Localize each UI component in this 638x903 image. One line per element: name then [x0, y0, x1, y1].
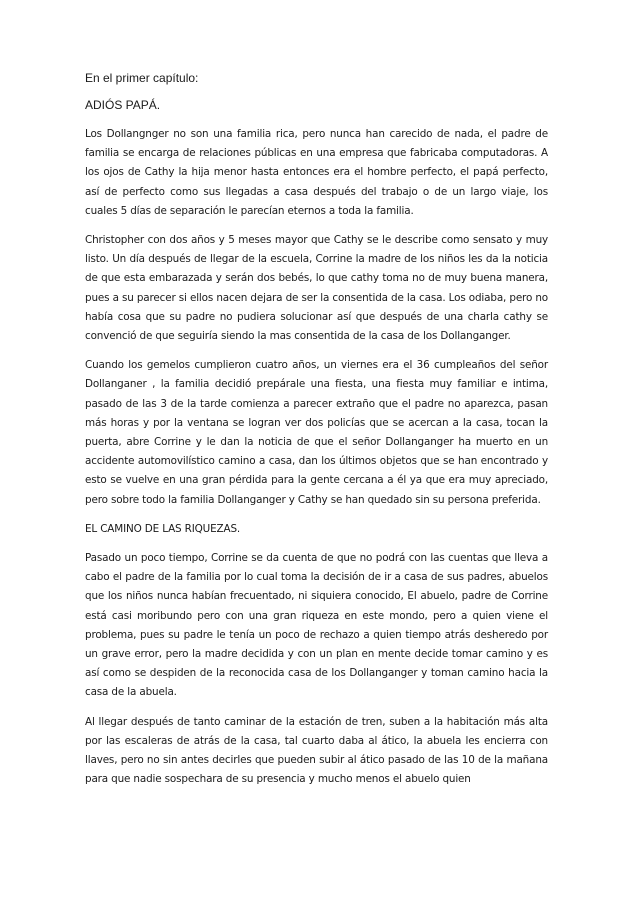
paragraph-1: Los Dollangnger no son una familia rica, pero nunca han carecido de nada, el padre de familia se encarga de relaciones públicas en una empresa que fabricaba computadoras. A los ojos de Cathy la hija menor hasta entonces era el hombre perfecto, el papá perfecto, así de perfecto como sus llegadas a casa después del trabajo o de un largo viaje, los cuales 5 días de separación le parecían eternos a toda la familia.: [85, 128, 548, 217]
paragraph-5: Al llegar después de tanto caminar de la estación de tren, suben a la habitación más alta por las escaleras de atrás de la casa, tal cuarto daba al ático, la abuela les encierra con llaves, pero no sin antes decirles que pueden subir al ático pasado de las 10 de la mañana para que nadie sospechara de su presencia y mucho menos el abuelo quien: [85, 715, 548, 786]
paragraph-4: Pasado un poco tiempo, Corrine se da cuenta de que no podrá con las cuentas que lleva a cabo el padre de la familia por lo cual toma la decisión de ir a casa de sus padres, abuelos que los niños nunca habían frecuentado, ni siquiera conocido, El abuelo, padre de Corrine está casi moribundo pero con una gran riqueza en este mondo, pero a quien viene el problema, pues su padre le tenía un poco de rechazo a quien tiempo atrás desheredo por un grave error, pero la madre decidida y con un plan en mente decide tomar camino y es así como se despiden de la reconocida casa de los Dollanganger y toman camino hacia la casa de la abuela.: [85, 552, 548, 699]
intro-line: En el primer capítulo:: [85, 71, 199, 85]
chapter-title: ADIÓS PAPÁ.: [85, 98, 161, 112]
paragraph-3: Cuando los gemelos cumplieron cuatro años, un viernes era el 36 cumpleaños del señor Dollanganer , la familia decidió prepárale una fiesta, una fiesta muy familiar e intima, pasado de las 3 de la tarde comienza a parecer extraño que el padre no aparezca, pasan más horas y por la ventana se logran ver dos policías que se acercan a la casa, tocan la puerta, abre Corrine y le dan la noticia de que el señor Dollanganger ha muerto en un accidente automovilístico camino a casa, dan los últimos objetos que se han encontrado y esto se vuelve en una gran pérdida para la gente cercana a él ya que era muy apreciado, pero sobre todo la familia Dollanganger y Cathy se han quedado sin su persona preferida.: [85, 359, 548, 506]
paragraph-2: Christopher con dos años y 5 meses mayor que Cathy se le describe como sensato y muy listo. Un día después de llegar de la escuela, Corrine la madre de los niños les da la noticia de que esta embarazada y serán dos bebés, lo que cathy toma no de muy buena manera, pues a su parecer si ellos nacen dejara de ser la consentida de la casa. Los odiaba, pero no había cosa que su padre no pudiera solucionar así que después de una charla cathy se convenció de que seguiría siendo la mas consentida de la casa de los Dollanganger.: [85, 234, 548, 343]
document-page: [85, 70, 548, 800]
section-heading: EL CAMINO DE LAS RIQUEZAS.: [85, 522, 241, 535]
